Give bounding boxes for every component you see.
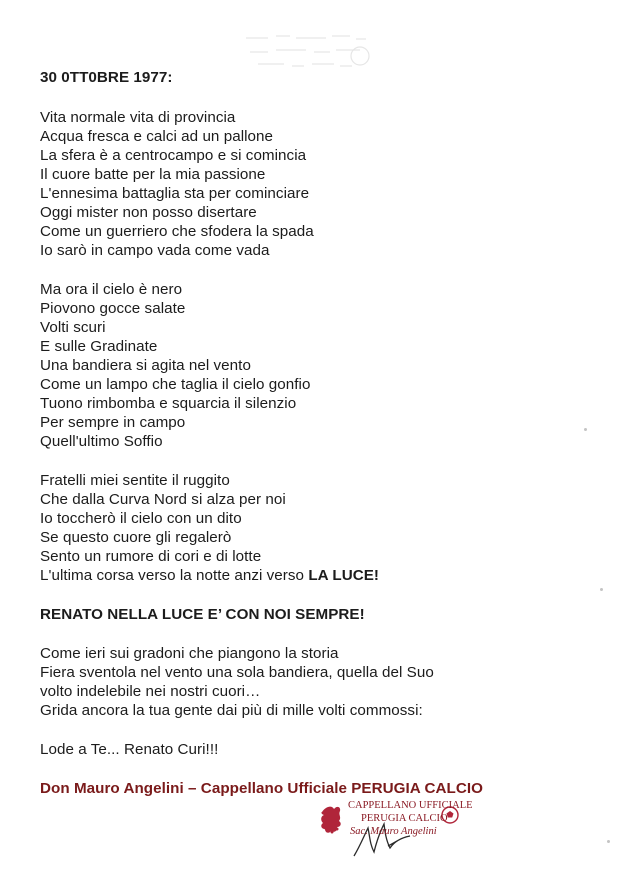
- headline: RENATO NELLA LUCE E’ CON NOI SEMPRE!: [40, 606, 365, 623]
- poem-line: Come ieri sui gradoni che piangono la storia: [40, 645, 339, 662]
- scan-speck: [607, 840, 610, 843]
- signature-text: Don Mauro Angelini – Cappellano Ufficiale: [40, 780, 352, 797]
- poem-line: Come un lampo che taglia il cielo gonfio: [40, 376, 311, 393]
- stamp-line-3: Sac. Mauro Angelini: [350, 826, 437, 837]
- stamp-line-2: PERUGIA CALCIO: [361, 813, 448, 824]
- poem-line: Come un guerriero che sfodera la spada: [40, 223, 314, 240]
- poem-line: Per sempre in campo: [40, 414, 186, 431]
- poem-line: Il cuore batte per la mia passione: [40, 166, 266, 183]
- poem-line: Se questo cuore gli regalerò: [40, 529, 232, 546]
- poem-line: Acqua fresca e calci ad un pallone: [40, 128, 274, 145]
- poem-line: Grida ancora la tua gente dai più di mille volti commossi:: [40, 702, 423, 719]
- scan-speck: [584, 428, 587, 431]
- poem-line: E sulle Gradinate: [40, 338, 158, 355]
- griffin-emblem-icon: [321, 807, 341, 834]
- stamp-line-1: CAPPELLANO UFFICIALE: [348, 800, 473, 811]
- poem-line: L'ennesima battaglia sta per cominciare: [40, 185, 310, 202]
- poem-line: Ma ora il cielo è nero: [40, 281, 183, 298]
- signature-line: [40, 779, 483, 798]
- closing-line: Lode a Te... Renato Curi!!!: [40, 741, 219, 758]
- poem-line: Fratelli miei sentite il ruggito: [40, 472, 230, 489]
- poem-line: Tuono rimbomba e squarcia il silenzio: [40, 395, 297, 412]
- poem-line: Vita normale vita di provincia: [40, 109, 236, 126]
- faint-stamp-mark: [236, 26, 376, 74]
- poem-line-la-luce: [40, 566, 379, 585]
- poem-line: Una bandiera si agita nel vento: [40, 357, 251, 374]
- poem-line: Io toccherò il cielo con un dito: [40, 510, 242, 527]
- signature-emphasis: PERUGIA CALCIO: [351, 780, 484, 797]
- date-heading: 30 0TT0BRE 1977:: [40, 69, 173, 86]
- official-stamp: [316, 798, 473, 860]
- poem-line: Io sarò in campo vada come vada: [40, 242, 270, 259]
- poem-line: Quell'ultimo Soffio: [40, 433, 163, 450]
- poem-line: Piovono gocce salate: [40, 300, 186, 317]
- poem-line: Che dalla Curva Nord si alza per noi: [40, 491, 286, 508]
- poem-line: La sfera è a centrocampo e si comincia: [40, 147, 307, 164]
- poem-line: Oggi mister non posso disertare: [40, 204, 257, 221]
- poem-line: Sento un rumore di cori e di lotte: [40, 548, 262, 565]
- poem-line: volto indelebile nei nostri cuori…: [40, 683, 261, 700]
- la-luce-emphasis: LA LUCE!: [308, 567, 380, 584]
- scan-speck: [600, 588, 603, 591]
- poem-line: Fiera sventola nel vento una sola bandiera, quella del Suo: [40, 664, 434, 681]
- poem-line-text: L'ultima corsa verso la notte anzi verso: [40, 567, 309, 584]
- poem-line: Volti scuri: [40, 319, 106, 336]
